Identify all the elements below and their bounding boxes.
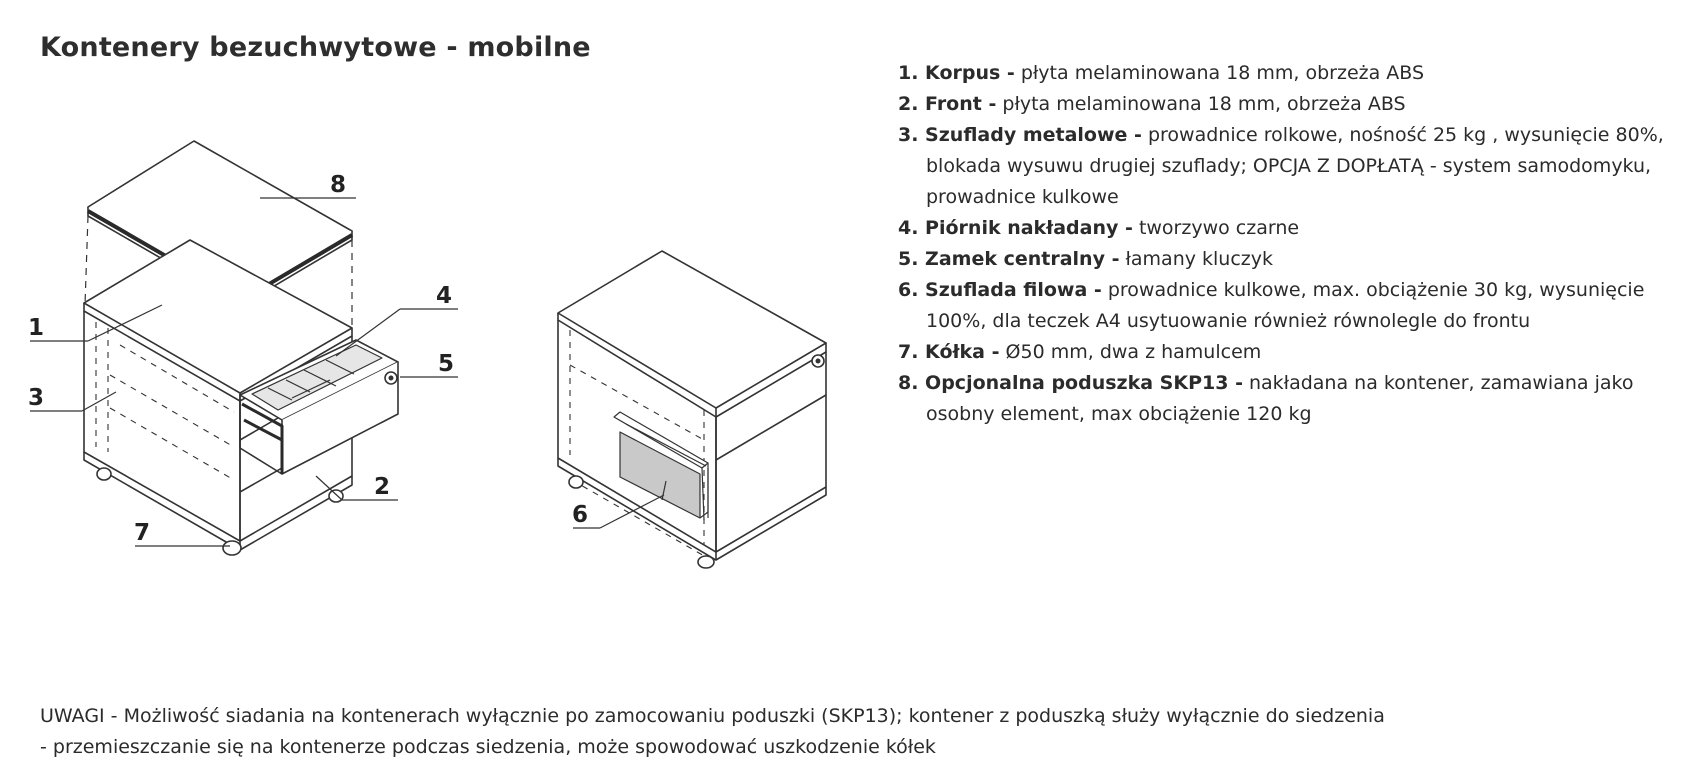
hanging-folder [614, 412, 708, 520]
notes [40, 701, 1680, 763]
spec-item: 2. Front - płyta melaminowana 18 mm, obrzeża ABS [898, 93, 1406, 115]
callout-4: 4 [436, 283, 453, 309]
exploded-container-illustration [30, 141, 458, 555]
spec-item: 7. Kółka - Ø50 mm, dwa z hamulcem [898, 341, 1262, 363]
container-front-illustration [558, 251, 826, 568]
notes-line-2: - przemieszczanie się na kontenerze podczas siedzenia, może spowodować uszkodzenie kółek [40, 736, 936, 758]
callout-2: 2 [374, 474, 391, 500]
callout-1: 1 [28, 315, 45, 341]
page-title: Kontenery bezuchwytowe - mobilne [40, 32, 591, 63]
callout-5: 5 [438, 351, 455, 377]
notes-line-1: UWAGI - Możliwość siadania na kontenerach wyłącznie po zamocowaniu poduszki (SKP13); kontener z poduszką służy wyłącznie do siedzenia [40, 705, 1385, 727]
spec-item: 1. Korpus - płyta melaminowana 18 mm, obrzeża ABS [898, 62, 1425, 84]
spec-list [898, 58, 1688, 430]
spec-item: 8. Opcjonalna poduszka SKP13 - nakładana na kontener, zamawiana jako osobny element, max obciążenie 120 kg [898, 372, 1634, 425]
callout-6: 6 [572, 502, 589, 528]
spec-item: 3. Szuflady metalowe - prowadnice rolkowe, nośność 25 kg , wysunięcie 80%, blokada wysuwu drugiej szuflady; OPCJA Z DOPŁATĄ - system samodomyku, prowadnice kulkowe [898, 124, 1664, 208]
callout-7: 7 [134, 520, 151, 546]
spec-item: 5. Zamek centralny - łamany kluczyk [898, 248, 1274, 270]
callout-3: 3 [28, 385, 45, 411]
spec-item: 6. Szuflada filowa - prowadnice kulkowe, max. obciążenie 30 kg, wysunięcie 100%, dla teczek A4 usytuowanie również równolegle do frontu [898, 279, 1645, 332]
callout-8: 8 [330, 172, 347, 198]
spec-item: 4. Piórnik nakładany - tworzywo czarne [898, 217, 1300, 239]
